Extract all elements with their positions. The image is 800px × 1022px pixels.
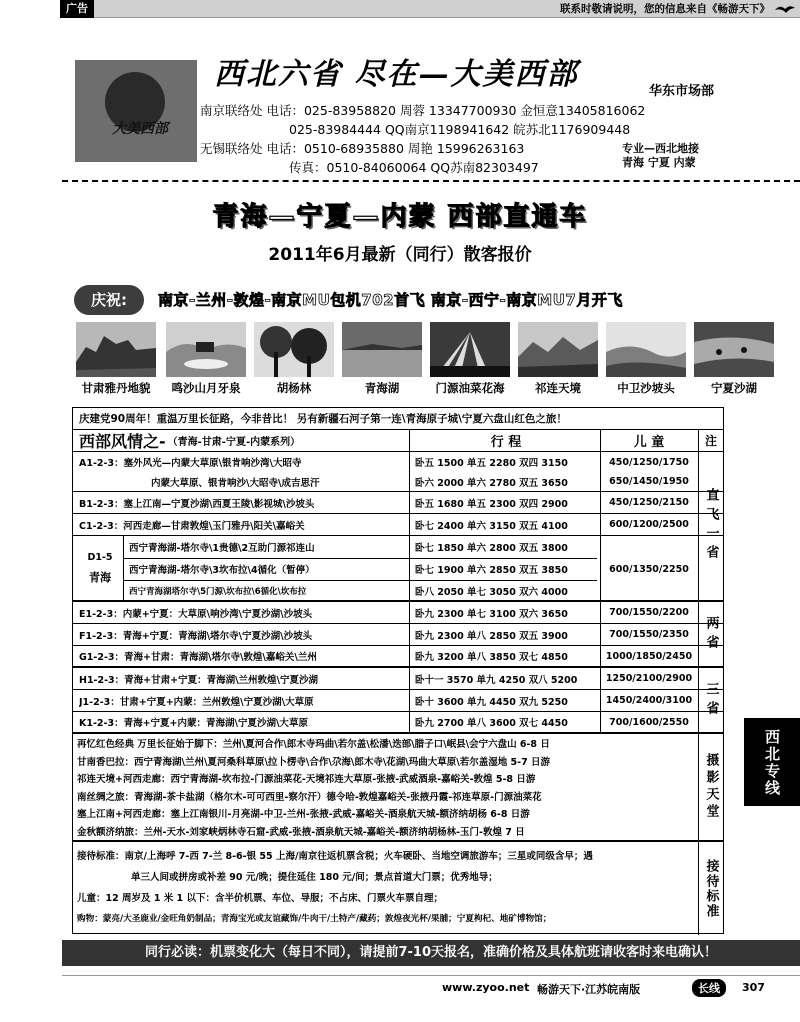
price-cell: 卧七 2400 单六 3150 双五 4100 bbox=[415, 520, 568, 532]
child-cell: 1000/1850/2450 bbox=[605, 650, 693, 662]
route-cell: K1-2-3：青海+宁夏+内蒙：青海湖\宁夏沙湖\大草原 bbox=[79, 718, 308, 729]
side-tab-label: 西北专线 bbox=[763, 729, 781, 797]
price-table bbox=[72, 407, 724, 934]
reception-line: 接待标准：南京/上海呼 7-西 7-兰 8-6-银 55 上海/南京往返机票含税；火车硬卧、当地空调旅游车；三星或同级含早；遇 bbox=[77, 851, 593, 862]
col-header-child: 儿 童 bbox=[633, 435, 665, 450]
price-cell: 卧九 3200 单八 3850 双七 4850 bbox=[415, 652, 568, 663]
price-cell: 卧十 3600 单九 4450 双九 5250 bbox=[415, 696, 568, 708]
photo-tour-line: 金秋额济纳旅：兰州-天水-刘家峡炳林寺石窟-武威-张掖-酒泉航天城-嘉峪关-额济纳胡杨林-玉门-敦煌 7 日 bbox=[77, 826, 525, 838]
route-cell: C1-2-3：河西走廊—甘肃敦煌\玉门雅丹\阳关\嘉峪关 bbox=[79, 520, 305, 532]
child-cell: 450/1250/1750 bbox=[609, 456, 689, 468]
reception-section bbox=[73, 842, 723, 935]
d15-label bbox=[77, 536, 123, 600]
child-cell: 450/1250/2150 bbox=[609, 497, 689, 508]
magazine-name: 畅游天下·江苏皖南版 bbox=[537, 983, 641, 996]
d15-code: D1-5 bbox=[87, 552, 113, 563]
photo-captions bbox=[74, 380, 794, 398]
price-cell: 卧五 1680 单五 2300 双四 2900 bbox=[415, 498, 568, 510]
top-note: 联系时敬请说明，您的信息来自《畅游天下》 bbox=[560, 3, 770, 15]
price-cell: 卧十一 3570 单九 4250 双八 5200 bbox=[415, 674, 578, 686]
ad-label: 广告 bbox=[60, 0, 94, 18]
route-cell: A1-2-3：塞外风光—内蒙大草原\银肯响沙湾\大昭寺 bbox=[79, 458, 302, 469]
photo-tour-line: 南丝绸之旅：青海湖-茶卡盐湖（格尔木-可可西里-察尔汗）德令哈-敦煌嘉峪关-张掖丹霞-祁连草原-门源油菜花 bbox=[77, 791, 542, 803]
photo-mingsha bbox=[166, 322, 246, 377]
route-cell: 西宁青海湖-塔尔寺\1贵德\2互助门源祁连山 bbox=[129, 543, 315, 554]
child-cell: 600/1200/2500 bbox=[609, 519, 689, 530]
photo-qilian bbox=[518, 322, 598, 377]
photo-yadan bbox=[76, 322, 156, 377]
d15-name: 青海 bbox=[89, 571, 111, 584]
child-cell: 700/1550/2200 bbox=[609, 607, 689, 618]
logo-text: 大美西部 bbox=[112, 121, 168, 137]
child-cell: 1250/2100/2900 bbox=[605, 673, 693, 684]
table-header-row bbox=[73, 430, 723, 452]
route-cell: 西宁青海湖塔尔寺\5门源\坎布拉\6循化\坎布拉 bbox=[129, 587, 307, 597]
price-cell: 卧五 1500 单五 2280 双四 3150 bbox=[415, 458, 568, 469]
price-cell: 卧九 2300 单七 3100 双六 3650 bbox=[415, 608, 568, 620]
photo-tour-line: 塞上江南+河西走廊：塞上江南银川-月亮湖-中卫-兰州-张掖-武威-嘉峪关-酒泉航天城-额济纳胡杨 6-8 日游 bbox=[77, 809, 530, 820]
celebrate-text: 南京-兰州-敦煌-南京MU包机702首飞 南京-西宁-南京MU7月开飞 bbox=[158, 291, 623, 309]
contact-line: 传真：0510-84060064 QQ苏南82303497 bbox=[289, 160, 539, 175]
reception-list bbox=[77, 846, 697, 930]
section-title-sub: （青海-甘肃-宁夏-内蒙系列） bbox=[167, 437, 301, 448]
reception-line: 单三人间或拼房或补差 90 元/晚；提住延住 180 元/间；景点首道大门票；优秀地导； bbox=[131, 872, 498, 883]
route-cell: G1-2-3：青海+甘肃：青海湖\塔尔寺\敦煌\嘉峪关\兰州 bbox=[79, 652, 317, 663]
price-cell: 卧六 2000 单六 2780 双五 3650 bbox=[415, 477, 568, 489]
advertiser-header bbox=[62, 40, 800, 175]
reception-line: 儿童：12 周岁及 1 米 1 以下：含半价机票、车位、导服；不占床、门票火车票自理； bbox=[77, 893, 443, 904]
photo-caption: 青海湖 bbox=[364, 381, 400, 395]
table-row bbox=[73, 668, 723, 690]
photo-caption: 祁连天境 bbox=[535, 381, 581, 395]
route-cell: B1-2-3：塞上江南—宁夏沙湖\西夏王陵\影视城\沙坡头 bbox=[79, 498, 315, 510]
photo-tour-list bbox=[77, 736, 697, 841]
celebrate-badge: 庆祝: bbox=[74, 285, 144, 315]
price-cell: 卧八 2050 单七 3050 双六 4000 bbox=[415, 587, 568, 598]
child-cell: 700/1600/2550 bbox=[609, 716, 689, 728]
route-cell: J1-2-3：甘肃+宁夏+内蒙：兰州敦煌\宁夏沙湖\大草原 bbox=[79, 696, 314, 708]
photo-qinghai-lake bbox=[342, 322, 422, 377]
market-department: 华东市场部 bbox=[649, 84, 715, 99]
column-divider bbox=[409, 430, 410, 734]
section-badge: 长线 bbox=[692, 979, 726, 997]
route-cell: E1-2-3：内蒙+宁夏：大草原\响沙湾\宁夏沙湖\沙坡头 bbox=[79, 608, 313, 620]
reception-line: 购物：蒙亮/大圣鹿业/金旺角奶制品；青海宝光或友谊藏饰/牛肉干/土特产/藏药；敦煌夜光杯/果脯；宁夏枸杞、地矿博物馆； bbox=[77, 914, 552, 924]
photo-caption: 宁夏沙湖 bbox=[711, 381, 757, 395]
dashed-divider bbox=[62, 180, 800, 182]
contact-line: 无锡联络处 电话：0510-68935880 周艳 15996263163 bbox=[200, 141, 525, 156]
route-cell: H1-2-3：青海+甘肃+宁夏：青海湖\兰州敦煌\宁夏沙湖 bbox=[79, 674, 319, 686]
photo-menyuan bbox=[430, 322, 510, 377]
main-title: 青海—宁夏—内蒙 西部直通车 bbox=[212, 202, 588, 232]
website-url[interactable]: www.zyoo.net bbox=[442, 981, 530, 994]
contact-line: 025-83984444 QQ南京1198941642 皖苏北1176909448 bbox=[289, 122, 631, 137]
note-three: 三省 bbox=[703, 682, 719, 720]
reception-note: 接待标准 bbox=[703, 858, 719, 919]
col-header-note: 注 bbox=[704, 434, 717, 448]
photo-shahu bbox=[694, 322, 774, 377]
price-cell: 卧九 2700 单八 3600 双七 4450 bbox=[415, 718, 568, 729]
photo-huyang bbox=[254, 322, 334, 377]
table-row bbox=[73, 624, 723, 646]
child-cell: 650/1450/1950 bbox=[609, 476, 689, 487]
specialty bbox=[622, 142, 699, 170]
table-row bbox=[73, 646, 723, 668]
child-cell: 1450/2400/3100 bbox=[605, 695, 693, 706]
table-row bbox=[73, 514, 723, 536]
page-number: 307 bbox=[742, 981, 765, 994]
price-cell: 卧七 1850 单六 2800 双五 3800 bbox=[415, 543, 568, 554]
table-row bbox=[73, 492, 723, 514]
table-row bbox=[73, 452, 723, 472]
contact-line: 南京联络处 电话：025-83958820 周蓉 13347700930 金恒意13405816062 bbox=[200, 103, 646, 118]
route-cell: 内蒙大草原、银肯响沙\大昭寺\成吉思汗 bbox=[151, 477, 320, 489]
photo-shapotou bbox=[606, 322, 686, 377]
section-title bbox=[79, 430, 399, 451]
celebrate-banner bbox=[62, 285, 800, 315]
specialty-line: 专业—西北地接 bbox=[622, 142, 699, 155]
table-row bbox=[73, 602, 723, 624]
photo-tour-line: 甘南香巴拉：西宁青海湖\兰州\夏河桑科草原\拉卜楞寺\合作\尕海\郎木寺\花湖\玛曲大草原\若尔盖湿地 5-7 日游 bbox=[77, 756, 551, 768]
route-cell: 西宁青海湖-塔尔寺\3坎布拉\4循化（暂停） bbox=[129, 565, 315, 576]
specialty-line: 青海 宁夏 内蒙 bbox=[622, 156, 696, 169]
note-two: 两省 bbox=[703, 616, 719, 654]
note-direct: 直飞一省 bbox=[699, 452, 723, 602]
photo-caption: 甘肃雅丹地貌 bbox=[81, 381, 151, 395]
section-side-tab bbox=[744, 718, 800, 806]
photo-caption: 鸣沙山月牙泉 bbox=[171, 381, 241, 395]
table-row-group bbox=[73, 536, 723, 602]
child-cell: 700/1550/2350 bbox=[609, 629, 689, 640]
table-banner: 庆建党90周年！重温万里长征路，今非昔比！ 另有新疆石河子第一连\青海原子城\宁夏六盘山红色之旅！ bbox=[79, 413, 567, 425]
table-row bbox=[73, 472, 723, 492]
col-header-trip: 行 程 bbox=[490, 435, 522, 450]
photo-note: 摄影天堂 bbox=[703, 753, 719, 821]
photo-tour-line: 再忆红色经典 万里长征始于脚下：兰州\夏河合作\郎木寺玛曲\若尔盖\松潘\迭部\腊子口\岷县\会宁六盘山 6-8 日 bbox=[77, 739, 550, 750]
photo-caption: 中卫沙坡头 bbox=[617, 381, 675, 395]
bird-icon bbox=[774, 2, 796, 16]
section-title-main: 西部风情之- bbox=[79, 432, 166, 451]
route-cell: F1-2-3：青海+宁夏：青海湖\塔尔寺\宁夏沙湖\沙坡头 bbox=[79, 630, 313, 642]
photo-strip bbox=[74, 322, 794, 377]
photo-caption: 门源油菜花海 bbox=[435, 381, 505, 395]
notice-bar: 同行必读：机票变化大（每日不同），请提前7-10天报名，准确价格及具体航班请收客时来电确认！ bbox=[62, 940, 800, 966]
photo-tour-line: 祁连天境+河西走廊：西宁青海湖-坎布拉-门源油菜花-天境祁连大草原-张掖-武威酒泉-嘉峪关-敦煌 5-8 日游 bbox=[77, 774, 536, 785]
price-cell: 卧七 1900 单六 2850 双五 3850 bbox=[415, 565, 568, 576]
child-cell: 600/1350/2250 bbox=[609, 563, 689, 575]
logo bbox=[75, 60, 197, 162]
price-cell: 卧九 2300 单八 2850 双五 3900 bbox=[415, 630, 568, 642]
photo-caption: 胡杨林 bbox=[276, 381, 312, 395]
column-divider bbox=[600, 430, 601, 734]
table-banner-row bbox=[73, 408, 723, 430]
slogan: 西北六省 尽在—大美西部 bbox=[214, 57, 579, 92]
sub-title: 2011年6月最新（同行）散客报价 bbox=[268, 245, 532, 265]
photo-tour-section bbox=[73, 734, 723, 842]
table-row bbox=[73, 690, 723, 712]
table-row bbox=[73, 712, 723, 734]
page-footer bbox=[62, 975, 800, 997]
